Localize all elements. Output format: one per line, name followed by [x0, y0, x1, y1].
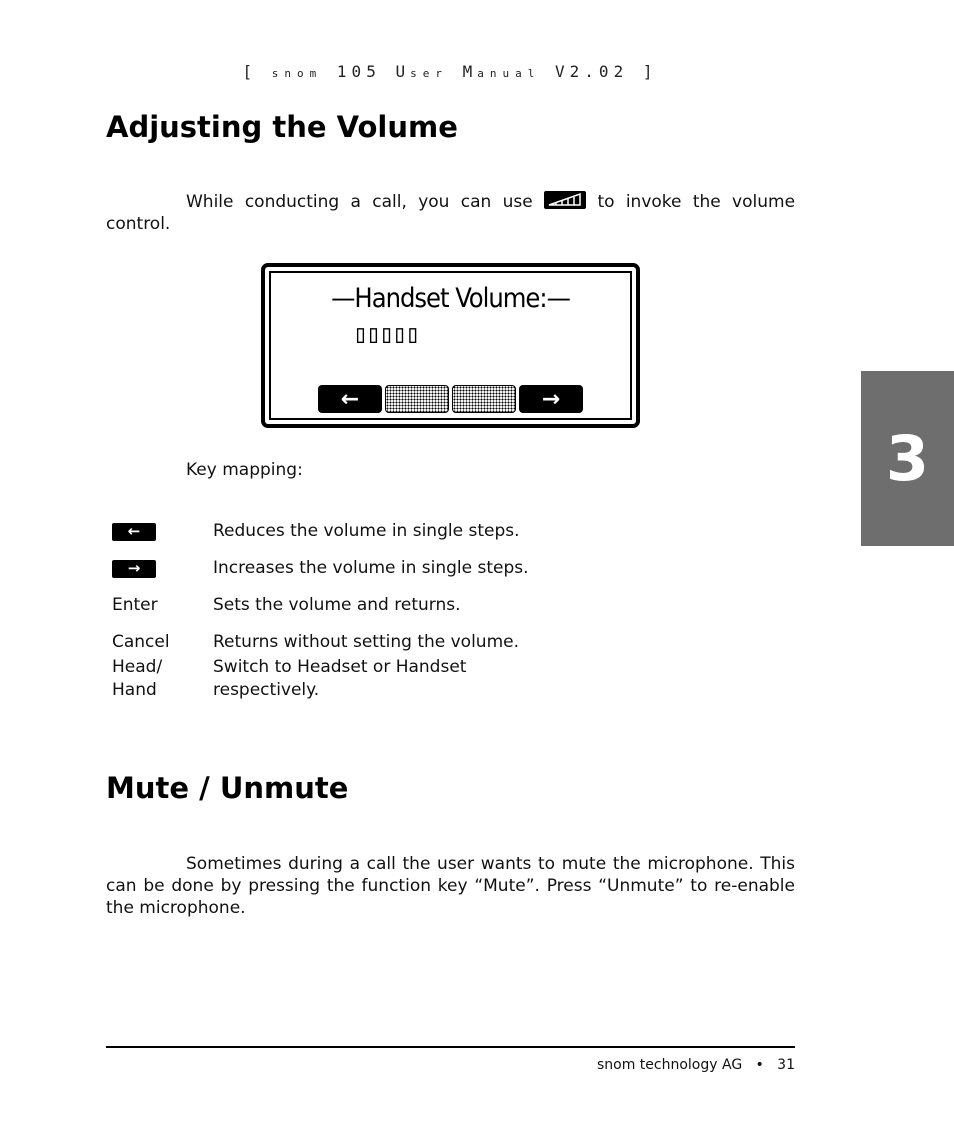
section-title-mute: Mute / Unmute	[106, 771, 349, 805]
left-arrow-icon: ←	[340, 386, 360, 412]
lcd-title: —Handset Volume:—	[331, 283, 570, 314]
key-mapping-description: Sets the volume and returns.	[213, 595, 461, 615]
mute-paragraph: Sometimes during a call the user wants to mute the microphone. This can be done by pressing the function key “Mute”. Press “Unmute” to re-enable the microphone.	[106, 854, 795, 918]
chapter-tab: 3	[861, 371, 954, 546]
key-mapping-description: Increases the volume in single steps.	[213, 558, 529, 578]
lcd-display	[261, 263, 640, 428]
header-model: 105	[336, 62, 381, 81]
softkey-left[interactable]	[318, 385, 382, 413]
softkey-right[interactable]	[519, 385, 583, 413]
key-mapping-description: Returns without setting the volume.	[213, 632, 520, 652]
softkey-blank-2[interactable]	[452, 385, 516, 413]
right-arrow-icon: →	[541, 386, 561, 412]
key-mapping-key: Head/ Hand	[112, 657, 163, 700]
key-mapping-description: Switch to Headset or Handset respectively.	[213, 657, 467, 700]
lcd-screen	[269, 271, 632, 420]
key-mapping-description: Reduces the volume in single steps.	[213, 521, 520, 541]
lcd-volume-level: ▯▯▯▯▯	[353, 319, 419, 348]
right-arrow-key-icon: →	[112, 560, 156, 578]
running-header: [ snom 105 User Manual V2.02 ]	[242, 62, 658, 81]
volume-intro-paragraph: While conducting a call, you can use to invoke the volume control.	[106, 192, 796, 234]
left-arrow-key-icon: ←	[112, 523, 156, 541]
page-number: 31	[777, 1057, 795, 1073]
footer-company: snom technology AG	[596, 1057, 743, 1073]
header-version: V2.02	[555, 62, 629, 81]
key-mapping-label: Key mapping:	[186, 460, 303, 480]
softkey-blank-1[interactable]	[385, 385, 449, 413]
volume-key-icon	[544, 191, 586, 209]
header-brand: snom	[271, 67, 323, 80]
key-mapping-key	[112, 557, 156, 580]
key-mapping-key: Enter	[112, 595, 158, 615]
key-mapping-key: Cancel	[112, 632, 170, 652]
footer-bullet: •	[755, 1057, 764, 1073]
key-mapping-key	[112, 520, 156, 543]
page-footer	[597, 1057, 795, 1073]
footer-divider	[106, 1046, 795, 1048]
section-title-volume: Adjusting the Volume	[106, 110, 458, 144]
